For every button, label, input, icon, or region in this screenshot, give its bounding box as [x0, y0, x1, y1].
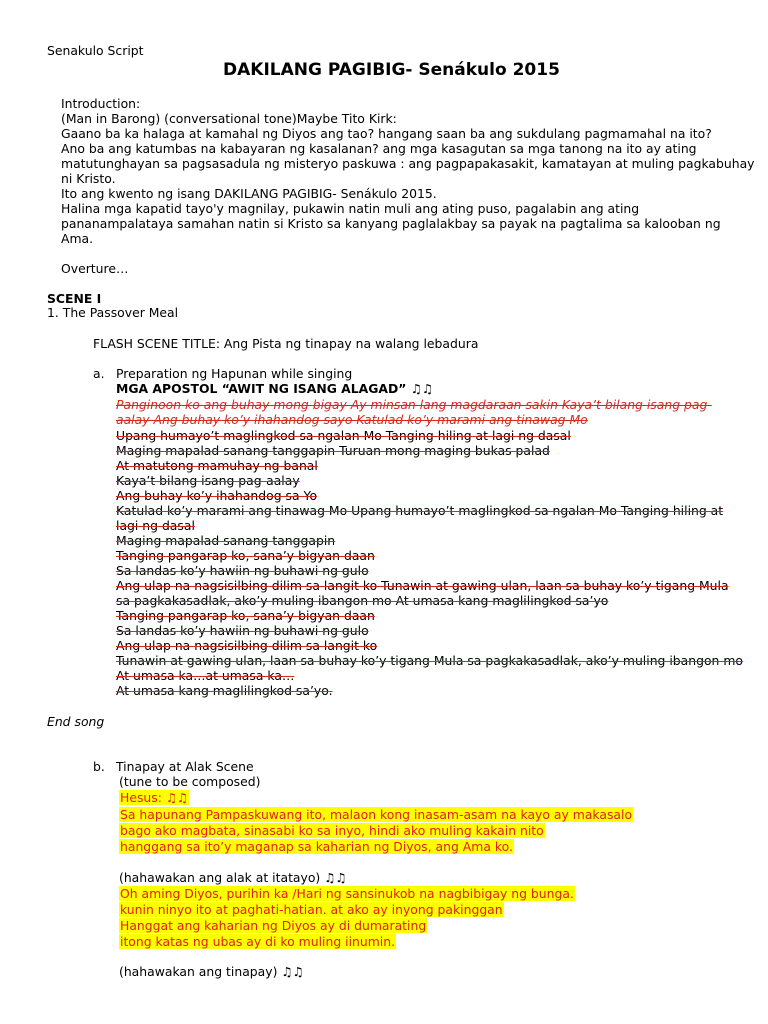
lyric-line: Maging mapalad sanang tanggapin Turuan mong maging bukas palad	[116, 443, 550, 458]
lyric-line: Kaya’t bilang isang pag-aalay	[116, 473, 300, 488]
lyric-line: Maging mapalad sanang tanggapin	[116, 533, 336, 548]
speaker-hesus: Hesus: ♫♫	[120, 790, 189, 805]
lyric-line: Sa landas ko’y hawiin ng buhawi ng gulo	[116, 623, 369, 638]
intro-line: Ama.	[61, 231, 94, 246]
intro-line: (Man in Barong) (conversational tone)Maybe Tito Kirk:	[61, 111, 397, 126]
stage-note: (tune to be composed)	[119, 774, 261, 789]
dialogue-line	[119, 934, 396, 949]
dialogue-text: kunin ninyo ito at paghati-hatian. at ako ay inyong pakinggan	[120, 902, 503, 917]
speaker-label	[119, 790, 189, 805]
subsection-label: Tinapay at Alak Scene	[116, 759, 254, 774]
intro-line: pananampalataya samahan natin si Kristo sa kanyang paglalakbay sa payak na pagtalima sa kalooban ng	[61, 216, 721, 231]
intro-line: Ito ang kwento ng isang DAKILANG PAGIBIG- Senákulo 2015.	[61, 186, 437, 201]
lyric-line: Ang buhay ko’y ihahandog sa Yo	[116, 488, 318, 503]
intro-line: Gaano ba ka halaga at kamahal ng Diyos ang tao? hangang saan ba ang sukdulang pagmamahal na ito?	[61, 126, 712, 141]
dialogue-line	[119, 839, 514, 854]
lyric-line: Tanging pangarap ko, sana’y bigyan daan	[116, 548, 375, 563]
intro-line: Halina mga kapatid tayo'y magnilay, pukawin natin muli ang ating puso, pagalabin ang ating	[61, 201, 640, 216]
lyric-line: Tunawin at gawing ulan, laan sa buhay ko’y tigang Mula sa pagkakasadlak, ako’y muling ibangon mo	[116, 653, 743, 668]
dialogue-text: Oh aming Diyos, purihin ka /Hari ng sansinukob na nagbibigay ng bunga.	[120, 886, 574, 901]
lyric-line: At umasa ka…at umasa ka…	[116, 668, 295, 683]
dialogue-line	[119, 807, 633, 822]
document-title: DAKILANG PAGIBIG- Senákulo 2015	[223, 60, 560, 80]
lyric-line: sa pagkakasadlak, ako’y muling ibangon mo At umasa kang maglilingkod sa’yo	[116, 593, 609, 608]
stage-direction: (hahawakan ang alak at itatayo) ♫♫	[119, 870, 347, 885]
list-marker: b.	[93, 759, 105, 774]
scene-item: 1. The Passover Meal	[47, 305, 179, 320]
lyric-line: Tanging pangarap ko, sana’y bigyan daan	[116, 608, 375, 623]
lyric-line: Katulad ko’y marami ang tinawag Mo Upang humayo’t maglingkod sa ngalan Mo Tanging hiling at	[116, 503, 724, 518]
dialogue-text: hanggang sa ito’y maganap sa kaharian ng Diyos, ang Ama ko.	[120, 839, 513, 854]
song-title: MGA APOSTOL “AWIT NG ISANG ALAGAD” ♫♫	[116, 381, 433, 396]
dialogue-text: Sa hapunang Pampaskuwang ito, malaon kong inasam-asam na kayo ay makasalo	[120, 807, 633, 822]
dialogue-text: Hanggat ang kaharian ng Diyos ay di dumarating	[120, 918, 427, 933]
overture-text: Overture…	[61, 261, 129, 276]
subsection-label: Preparation ng Hapunan while singing	[116, 366, 353, 381]
dialogue-line	[119, 823, 545, 838]
intro-line: ni Kristo.	[61, 171, 116, 186]
header-label: Senakulo Script	[47, 43, 144, 58]
list-marker: a.	[93, 366, 105, 381]
end-song-label: End song	[47, 714, 105, 729]
lyric-line: aalay Ang buhay ko’y ihahandog sayo Katulad ko’y marami ang tinawag Mo	[116, 412, 588, 427]
intro-line: Ano ba ang katumbas na kabayaran ng kasalanan? ang mga kasagutan sa mga tanong na ito ay ating	[61, 141, 697, 156]
scene-heading: SCENE I	[47, 291, 102, 306]
flash-scene-title: FLASH SCENE TITLE: Ang Pista ng tinapay na walang lebadura	[93, 336, 479, 351]
dialogue-line	[119, 902, 504, 917]
stage-direction: (hahawakan ang tinapay) ♫♫	[119, 964, 304, 979]
dialogue-line	[119, 886, 575, 901]
lyric-line: At umasa kang maglilingkod sa’yo.	[116, 683, 333, 698]
intro-line: matutunghayan sa pagsasadula ng misteryo paskuwa : ang pagpapakasakit, kamatayan at muling pagkabuhay	[61, 156, 755, 171]
lyric-line: lagi ng dasal	[116, 518, 195, 533]
lyric-line: Panginoon ko ang buhay mong bigay Ay minsan lang magdaraan sakin Kaya’t bilang isang pag-	[116, 397, 712, 412]
lyric-line: Upang humayo’t maglingkod sa ngalan Mo Tanging hiling at lagi ng dasal	[116, 428, 571, 443]
lyric-line: Ang ulap na nagsisilbing dilim sa langit ko Tunawin at gawing ulan, laan sa buhay ko’y tigang Mula	[116, 578, 729, 593]
intro-line: Introduction:	[61, 96, 141, 111]
dialogue-text: bago ako magbata, sinasabi ko sa inyo, hindi ako muling kakain nito	[120, 823, 544, 838]
lyric-line: Sa landas ko’y hawiin ng buhawi ng gulo	[116, 563, 369, 578]
lyric-line: At matutong mamuhay ng banal	[116, 458, 318, 473]
dialogue-line	[119, 918, 427, 933]
lyric-line: Ang ulap na nagsisilbing dilim sa langit ko	[116, 638, 378, 653]
dialogue-text: itong katas ng ubas ay di ko muling iinumin.	[120, 934, 396, 949]
